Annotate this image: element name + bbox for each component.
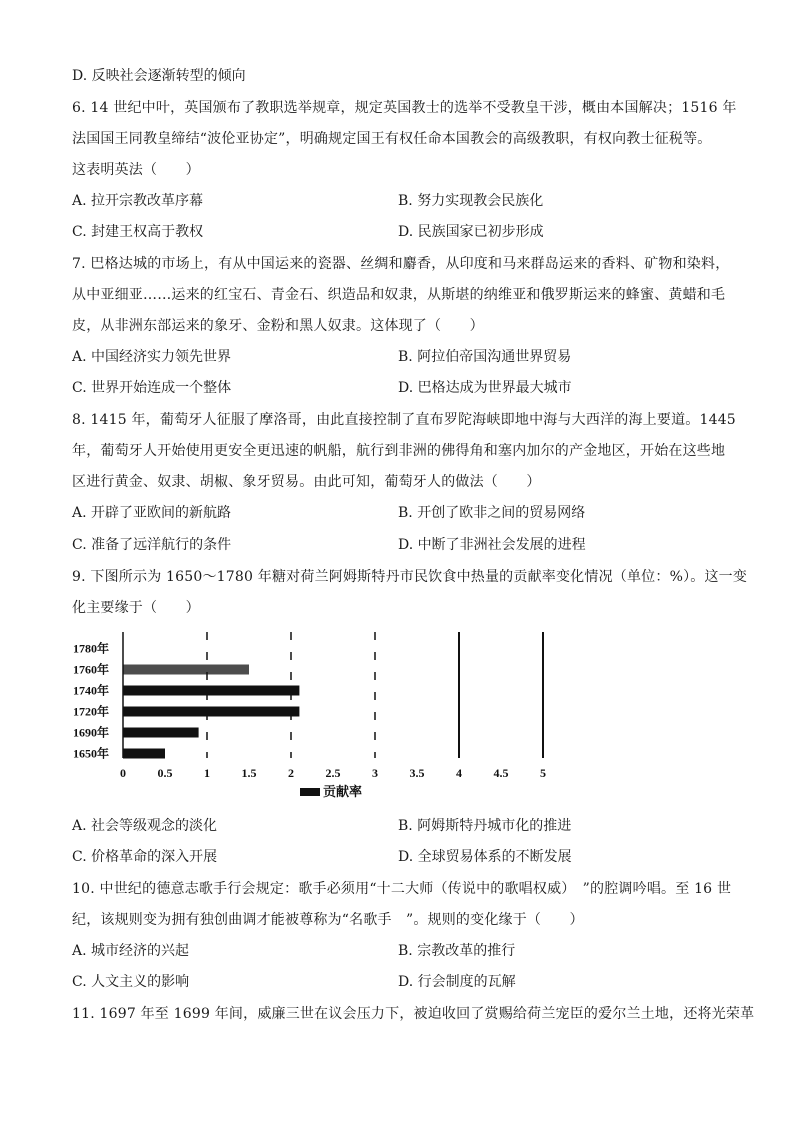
bar-1 bbox=[123, 665, 249, 675]
q10-stem-line-2: 纪，该规则变为拥有独创曲调才能被尊称为“名歌手 ”。规则的变化缘于（ ） bbox=[72, 912, 584, 928]
q6-stem-line-1: 6. 14 世纪中叶，英国颁布了教职选举规章，规定英国教士的选举不受教皇干涉，概由本国解决；1516 年 bbox=[72, 100, 737, 116]
q7-stem-line-2: 从中亚细亚……运来的红宝石、青金石、织造品和奴隶，从斯堪的纳维亚和俄罗斯运来的蜂蜜、黄蜡和毛 bbox=[72, 287, 726, 303]
x-tick-2: 1 bbox=[204, 766, 210, 780]
q10-stem-line-1: 10. 中世纪的德意志歌手行会规定：歌手必须用“十二大师（传说中的歌唱权威） ”的腔调吟唱。至 16 世 bbox=[72, 881, 732, 897]
q9-option-a: A. 社会等级观念的淡化 bbox=[72, 818, 218, 834]
bar-2 bbox=[123, 686, 299, 696]
x-tick-1: 0.5 bbox=[157, 766, 173, 780]
x-tick-3: 1.5 bbox=[241, 766, 257, 780]
x-tick-8: 4 bbox=[456, 766, 462, 780]
bar-5 bbox=[123, 749, 165, 759]
legend-swatch bbox=[300, 788, 320, 796]
q8-stem-line-1: 8. 1415 年，葡萄牙人征服了摩洛哥，由此直接控制了直布罗陀海峡即地中海与大西洋的海上要道。1445 bbox=[72, 412, 736, 428]
y-label-1: 1760年 bbox=[73, 662, 110, 677]
y-label-0: 1780年 bbox=[73, 641, 110, 656]
q9-option-b: B. 阿姆斯特丹城市化的推进 bbox=[398, 818, 572, 834]
x-tick-6: 3 bbox=[372, 766, 378, 780]
q6-option-d: D. 民族国家已初步形成 bbox=[398, 224, 544, 240]
q8-option-c: C. 准备了远洋航行的条件 bbox=[72, 537, 232, 553]
sugar-contribution-chart bbox=[68, 630, 568, 805]
q7-stem-line-3: 皮，从非洲东部运来的象牙、金粉和黑人奴隶。这体现了（ ） bbox=[72, 318, 484, 334]
q8-option-a: A. 开辟了亚欧间的新航路 bbox=[72, 505, 232, 521]
q7-stem-line-1: 7. 巴格达城的市场上，有从中国运来的瓷器、丝绸和麝香，从印度和马来群岛运来的香料、矿物和染料， bbox=[72, 256, 730, 272]
q8-option-b: B. 开创了欧非之间的贸易网络 bbox=[398, 505, 586, 521]
q8-option-d: D. 中断了非洲社会发展的进程 bbox=[398, 537, 586, 553]
q9-stem-line-1: 9. 下图所示为 1650～1780 年糖对荷兰阿姆斯特丹市民饮食中热量的贡献率变化情况（单位：%）。这一变 bbox=[72, 569, 748, 585]
q7-option-b: B. 阿拉伯帝国沟通世界贸易 bbox=[398, 349, 572, 365]
q6-option-b: B. 努力实现教会民族化 bbox=[398, 193, 544, 209]
y-label-2: 1740年 bbox=[73, 683, 110, 698]
chart-x-labels bbox=[120, 766, 546, 780]
x-tick-10: 5 bbox=[540, 766, 546, 780]
bar-4 bbox=[123, 728, 199, 738]
chart-y-labels bbox=[73, 641, 109, 761]
q7-option-a: A. 中国经济实力领先世界 bbox=[72, 349, 232, 365]
legend-label: 贡献率 bbox=[323, 784, 363, 799]
q8-stem-line-3: 区进行黄金、奴隶、胡椒、象牙贸易。由此可知，葡萄牙人的做法（ ） bbox=[72, 474, 541, 490]
q10-option-c: C. 人文主义的影响 bbox=[72, 974, 190, 990]
q11-stem-line-1: 11. 1697 年至 1699 年间，威廉三世在议会压力下，被迫收回了赏赐给荷兰宠臣的爱尔兰土地，还将光荣革 bbox=[72, 1006, 755, 1022]
q9-option-c: C. 价格革命的深入开展 bbox=[72, 849, 218, 865]
q7-option-c: C. 世界开始连成一个整体 bbox=[72, 380, 232, 396]
x-tick-0: 0 bbox=[120, 766, 126, 780]
q9-stem-line-2: 化主要缘于（ ） bbox=[72, 600, 200, 616]
q8-stem-line-2: 年，葡萄牙人开始使用更安全更迅速的帆船，航行到非洲的佛得角和塞内加尔的产金地区，开始在这些地 bbox=[72, 443, 726, 459]
y-label-3: 1720年 bbox=[73, 704, 110, 719]
q10-option-a: A. 城市经济的兴起 bbox=[72, 943, 190, 959]
q5-option-d: D. 反映社会逐渐转型的倾向 bbox=[72, 68, 246, 84]
y-label-4: 1690年 bbox=[73, 725, 110, 740]
q10-option-b: B. 宗教改革的推行 bbox=[398, 943, 516, 959]
q6-option-a: A. 拉开宗教改革序幕 bbox=[72, 193, 204, 209]
q7-option-d: D. 巴格达成为世界最大城市 bbox=[398, 380, 572, 396]
y-label-5: 1650年 bbox=[73, 746, 110, 761]
x-tick-7: 3.5 bbox=[409, 766, 425, 780]
bar-3 bbox=[123, 707, 299, 717]
chart-bars bbox=[123, 665, 299, 759]
q6-stem-line-3: 这表明英法（ ） bbox=[72, 162, 200, 178]
q6-option-c: C. 封建王权高于教权 bbox=[72, 224, 204, 240]
q6-stem-line-2: 法国国王同教皇缔结“波伦亚协定”，明确规定国王有权任命本国教会的高级教职，有权向教士征税等。 bbox=[72, 131, 712, 147]
x-tick-4: 2 bbox=[288, 766, 294, 780]
x-tick-5: 2.5 bbox=[325, 766, 341, 780]
q10-option-d: D. 行会制度的瓦解 bbox=[398, 974, 516, 990]
x-tick-9: 4.5 bbox=[493, 766, 509, 780]
chart-legend bbox=[300, 784, 362, 799]
q9-option-d: D. 全球贸易体系的不断发展 bbox=[398, 849, 572, 865]
